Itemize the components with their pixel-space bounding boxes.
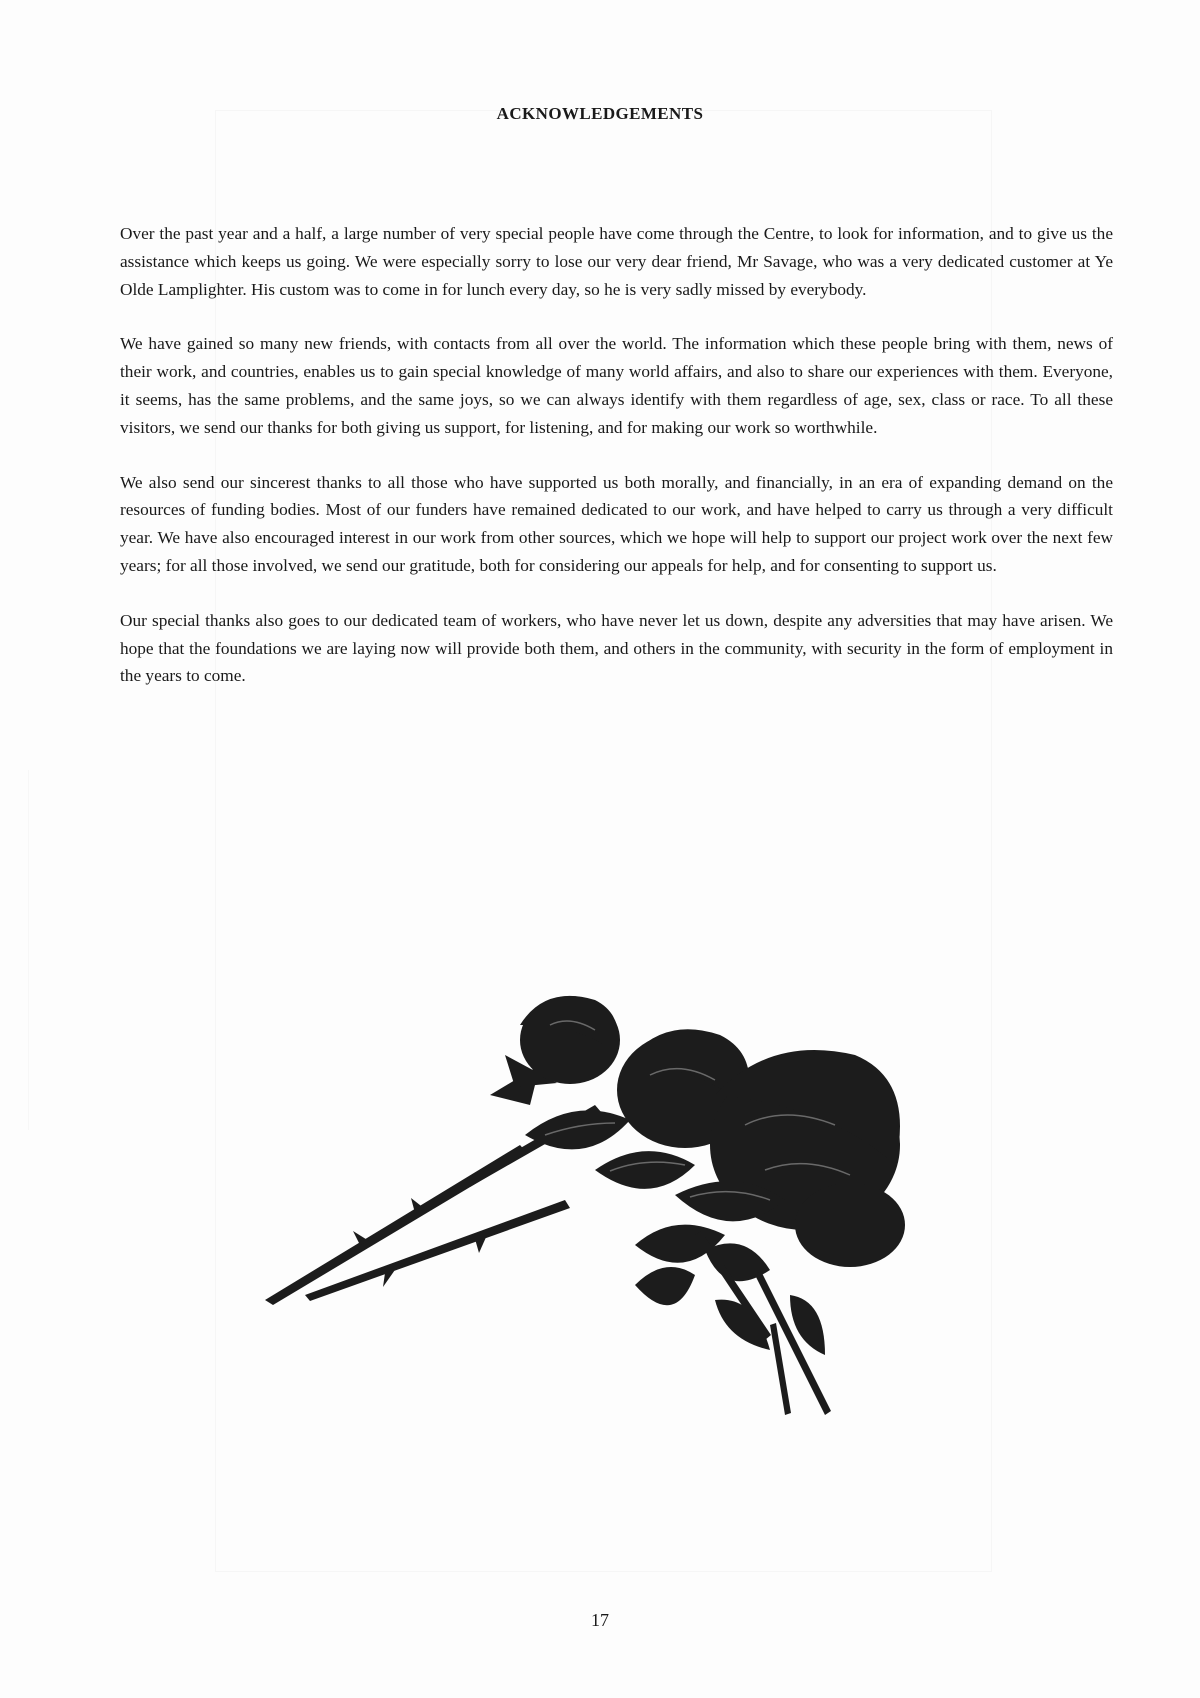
paragraph-4: Our special thanks also goes to our dedicated team of workers, who have never let us down, despite any adversities that may have arisen. We hope that the foundations we are laying now will provide both them, and others in the community, with security in the form of employment in the years to come. [120,610,1113,686]
body-text [120,220,1113,717]
page-number: 17 [591,1610,609,1630]
show-through-margin [28,770,69,1130]
paragraph-3: We also send our sincerest thanks to all those who have supported us both morally, and financially, in an era of expanding demand on the resources of funding bodies. Most of our funders have remained dedicated to our work, and have helped to carry us through a very difficult year. We have also encouraged interest in our work from other sources, which we hope will help to support our project work over the next few years; for all those involved, we send our gratitude, both for considering our appeals for help, and for consenting to support us. [120,472,1113,575]
paragraph-2: We have gained so many new friends, with contacts from all over the world. The information which these people bring with them, news of their work, and countries, enables us to gain special knowledge of many world affairs, and also to share our experiences with them. Everyone, it seems, has the same problems, and the same joys, so we can always identify with them regardless of age, sex, class or race. To all these visitors, we send our thanks for both giving us support, for listening, and for making our work so worthwhile. [120,334,1113,437]
paragraph-1: Over the past year and a half, a large number of very special people have come through the Centre, to look for information, and to give us the assistance which keeps us going. We were especially sorry to lose our very dear friend, Mr Savage, who was a very dedicated customer at Ye Olde Lamplighter. His custom was to come in for lunch every day, so he is very sadly missed by everybody. [120,224,1113,299]
rose-illustration [265,995,965,1425]
page-heading: ACKNOWLEDGEMENTS [496,104,704,123]
